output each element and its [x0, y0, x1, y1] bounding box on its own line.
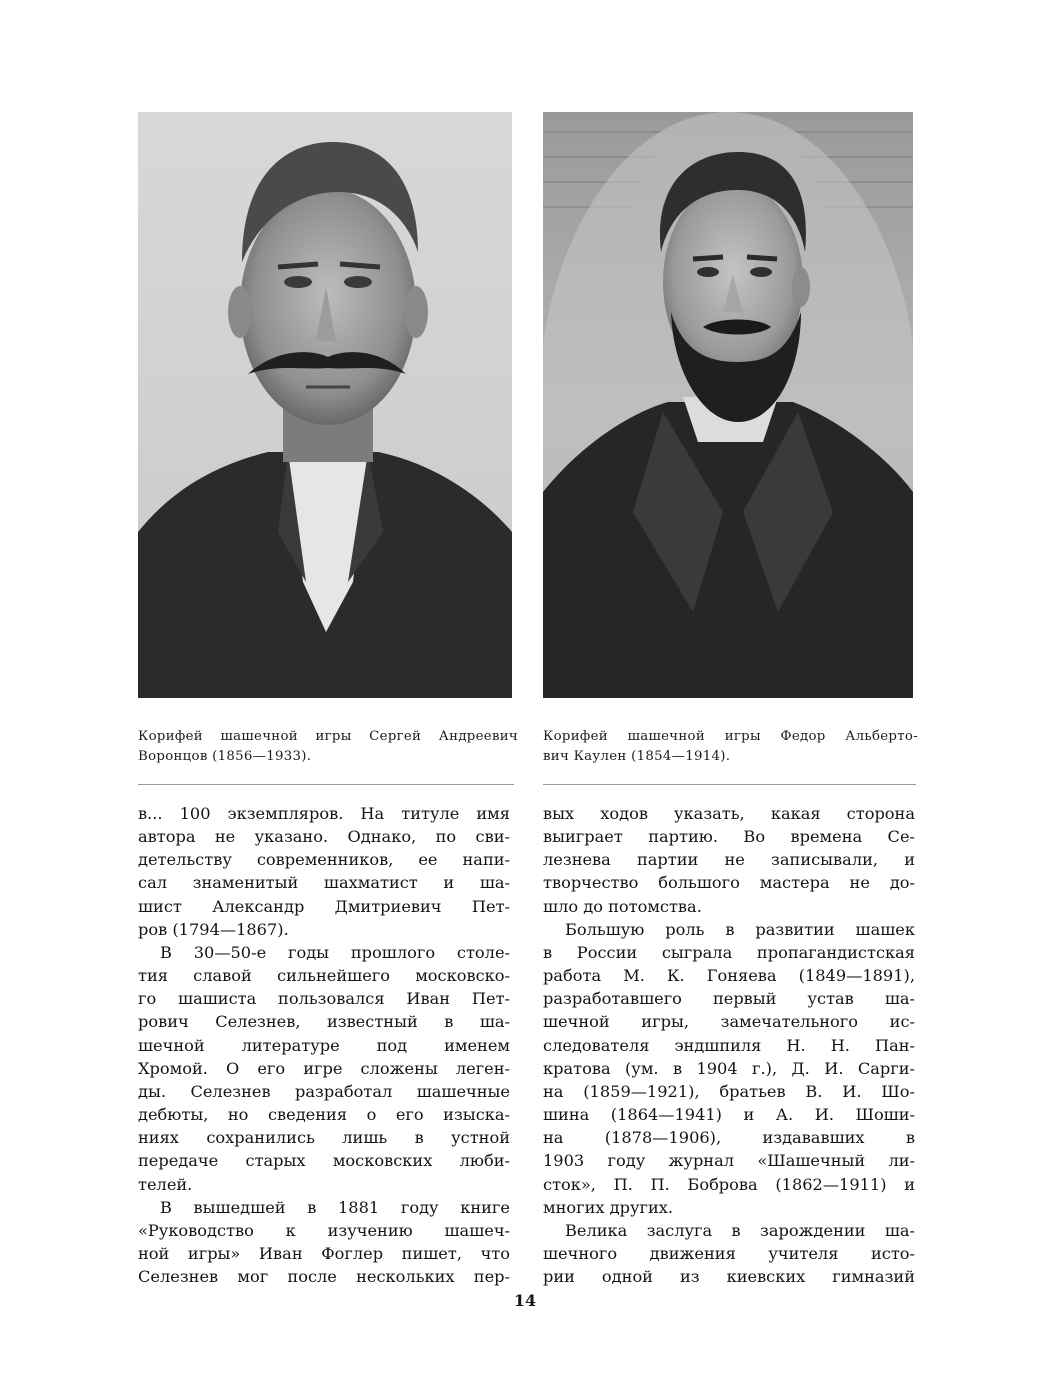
text-line: на (1859—1921), братьев В. И. Шо-: [543, 1081, 915, 1101]
text-line: телей.: [138, 1174, 193, 1194]
text-line: шечной игры, замечательного ис-: [543, 1012, 915, 1032]
text-line: рии одной из киевских гимназий: [543, 1267, 915, 1287]
text-line: многих других.: [543, 1197, 674, 1217]
text-line: на (1878—1906), издававших в: [543, 1128, 915, 1148]
portrait-vorontsov-image: [138, 112, 512, 698]
text-line: сток», П. П. Боброва (1862—1911) и: [543, 1174, 915, 1194]
text-line: разработавшего первый устав ша-: [543, 989, 915, 1009]
text-line: в... 100 экземпляров. На титуле имя: [138, 804, 510, 823]
text-line: детельству современников, ее напи-: [138, 850, 510, 870]
portrait-kaulen-image: [543, 112, 913, 698]
text-line: в России сыграла пропагандистская: [543, 942, 915, 962]
text-line: сал знаменитый шахматист и ша-: [138, 873, 510, 893]
caption-divider-right: [543, 784, 916, 785]
text-line: дебюты, но сведения о его изыска-: [138, 1105, 510, 1125]
text-column-left: [138, 802, 510, 1288]
text-line: 1903 году журнал «Шашечный ли-: [543, 1151, 915, 1171]
text-line: творчество большого мастера не до-: [543, 873, 915, 893]
text-line: автора не указано. Однако, по сви-: [138, 827, 510, 847]
text-line: работа М. К. Гоняева (1849—1891),: [543, 966, 915, 986]
caption-line: Воронцов (1856—1933).: [138, 749, 312, 764]
caption-line: Корифей шашечной игры Сергей Андреевич: [138, 729, 518, 744]
page-number: 14: [513, 1291, 537, 1310]
caption-divider-left: [138, 784, 514, 785]
text-line: шина (1864—1941) и А. И. Шоши-: [543, 1105, 915, 1125]
text-line: Хромой. О его игре сложены леген-: [138, 1058, 510, 1078]
text-line: шечной литературе под именем: [138, 1035, 510, 1055]
text-line: «Руководство к изучению шашеч-: [138, 1220, 510, 1240]
photo-caption-right: [543, 727, 918, 767]
text-line: го шашиста пользовался Иван Пет-: [138, 989, 510, 1009]
text-line: шло до потомства.: [543, 896, 702, 916]
text-line: ров (1794—1867).: [138, 919, 289, 939]
text-line: ниях сохранились лишь в устной: [138, 1128, 510, 1148]
text-line: Велика заслуга в зарождении ша-: [565, 1220, 915, 1240]
text-line: В 30—50-е годы прошлого столе-: [160, 942, 510, 962]
text-line: выиграет партию. Во времена Се-: [543, 827, 915, 847]
text-line: Селезнев мог после нескольких пер-: [138, 1267, 510, 1287]
portrait-photo-vorontsov: [138, 112, 512, 698]
text-line: лезнева партии не записывали, и: [543, 850, 915, 870]
text-line: кратова (ум. в 1904 г.), Д. И. Сарги-: [543, 1058, 915, 1078]
text-line: вых ходов указать, какая сторона: [543, 804, 915, 823]
text-line: рович Селезнев, известный в ша-: [138, 1012, 510, 1032]
text-line: ной игры» Иван Фоглер пишет, что: [138, 1243, 510, 1263]
text-line: следователя эндшпиля Н. Н. Пан-: [543, 1035, 915, 1055]
text-line: шечного движения учителя исто-: [543, 1243, 915, 1263]
text-line: передаче старых московских люби-: [138, 1151, 510, 1171]
text-line: шист Александр Дмитриевич Пет-: [138, 896, 510, 916]
text-column-right: [543, 802, 915, 1288]
caption-line: вич Каулен (1854—1914).: [543, 749, 731, 764]
caption-line: Корифей шашечной игры Федор Альберто-: [543, 729, 918, 744]
text-line: ды. Селезнев разработал шашечные: [138, 1081, 510, 1101]
text-line: тия славой сильнейшего московско-: [138, 966, 510, 986]
text-line: В вышедшей в 1881 году книге: [160, 1197, 510, 1217]
photo-caption-left: [138, 727, 518, 767]
text-line: Большую роль в развитии шашек: [565, 919, 915, 939]
portrait-photo-kaulen: [543, 112, 913, 698]
